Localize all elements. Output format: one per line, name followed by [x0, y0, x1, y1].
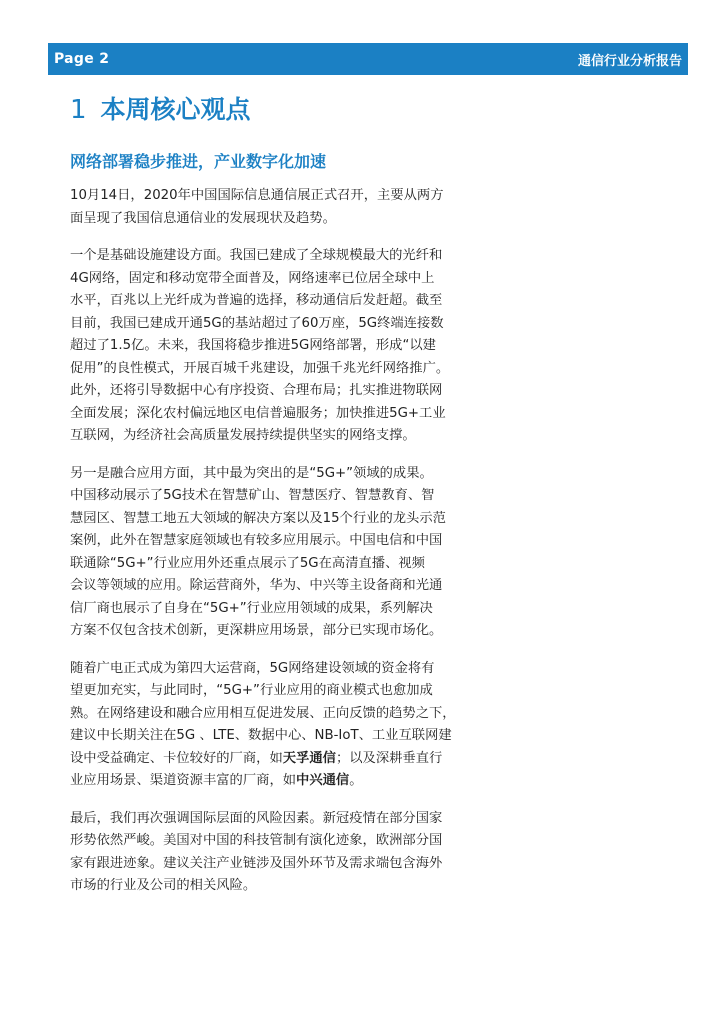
company-name-bold: 天孚通信 [282, 750, 336, 766]
text-line: 熟。在网络建设和融合应用相互促进发展、正向反馈的趋势之下， [70, 705, 456, 721]
section-heading [70, 90, 251, 126]
text-line: 望更加充实，与此同时，“5G+”行业应用的商业模式也愈加成 [70, 683, 433, 698]
text-line: 慧园区、智慧工地五大领域的解决方案以及15个行业的龙头示范 [70, 510, 446, 526]
body-content [70, 185, 498, 913]
text-line: 超过了1.5亿。未来，我国将稳步推进5G网络部署，形成“以建 [70, 338, 436, 353]
company-name-bold: 中兴通信 [296, 773, 350, 788]
text-line: 会议等领域的应用。除运营商外，华为、中兴等主设备商和光通 [70, 578, 443, 593]
subsection-title: 网络部署稳步推进，产业数字化加速 [70, 152, 327, 171]
text-line: 中国移动展示了5G技术在智慧矿山、智慧医疗、智慧教育、智 [70, 488, 435, 503]
text-line: 此外，还将引导数据中心有序投资、合理布局；扎实推进物联网 [70, 383, 443, 398]
text-line: 10月14日，2020年中国国际信息通信展正式召开，主要从两方 [70, 188, 444, 203]
text-line: 促用”的良性模式，开展百城千兆建设，加强千兆光纤网络推广。 [70, 360, 450, 376]
text-line [70, 748, 498, 771]
text-line: 信厂商也展示了自身在“5G+”行业应用领域的成果，系列解决 [70, 600, 433, 616]
text-line: 一个是基础设施建设方面。我国已建成了全球规模最大的光纤和 [70, 248, 443, 263]
section-title: 本周核心观点 [100, 95, 251, 124]
text-line: 联通除“5G+”行业应用外还重点展示了5G在高清直播、视频 [70, 555, 425, 571]
text-line: 市场的行业及公司的相关风险。 [70, 878, 257, 893]
text-line: 互联网，为经济社会高质量发展持续提供坚实的网络支撑。 [70, 428, 416, 443]
paragraph-4 [70, 658, 498, 793]
text-segment: 业应用场景、渠道资源丰富的厂商，如 [70, 773, 297, 788]
text-line: 建议中长期关注在5G 、LTE、数据中心、NB-IoT、工业互联网建 [70, 728, 452, 743]
text-line: 案例，此外在智慧家庭领域也有较多应用展示。中国电信和中国 [70, 533, 443, 548]
paragraph-1 [70, 185, 498, 230]
text-line: 水平，百兆以上光纤成为普遍的选择，移动通信后发赶超。截至 [70, 293, 443, 308]
text-line: 4G网络，固定和移动宽带全面普及，网络速率已位居全球中上 [70, 270, 435, 286]
section-number: 1 [70, 95, 87, 125]
paragraph-2 [70, 245, 498, 448]
text-line: 方案不仅包含技术创新，更深耕应用场景，部分已实现市场化。 [70, 623, 443, 638]
text-line: 全面发展；深化农村偏远地区电信普遍服务；加快推进5G+工业 [70, 405, 446, 421]
report-title: 通信行业分析报告 [577, 53, 682, 69]
text-line: 最后，我们再次强调国际层面的风险因素。新冠疫情在部分国家 [70, 810, 443, 826]
text-line: 随着广电正式成为第四大运营商，5G网络建设领域的资金将有 [70, 660, 435, 676]
paragraph-3 [70, 463, 498, 643]
text-line: 面呈现了我国信息通信业的发展现状及趋势。 [70, 210, 336, 226]
page-header-bar [48, 43, 688, 75]
paragraph-5 [70, 808, 498, 898]
text-segment: ；以及深耕垂直行 [335, 750, 443, 766]
page-number: Page 2 [54, 51, 110, 67]
text-segment: 。 [349, 773, 363, 788]
text-line: 形势依然严峻。美国对中国的科技管制有演化迹象，欧洲部分国 [70, 833, 443, 848]
text-segment: 设中受益确定、卡位较好的厂商，如 [70, 750, 283, 766]
text-line: 家有跟进迹象。建议关注产业链涉及国外环节及需求端包含海外 [70, 855, 443, 871]
text-line: 另一是融合应用方面，其中最为突出的是“5G+”领域的成果。 [70, 465, 433, 481]
text-line [70, 770, 498, 793]
text-line: 目前，我国已建成开通5G的基站超过了60万座，5G终端连接数 [70, 315, 444, 331]
